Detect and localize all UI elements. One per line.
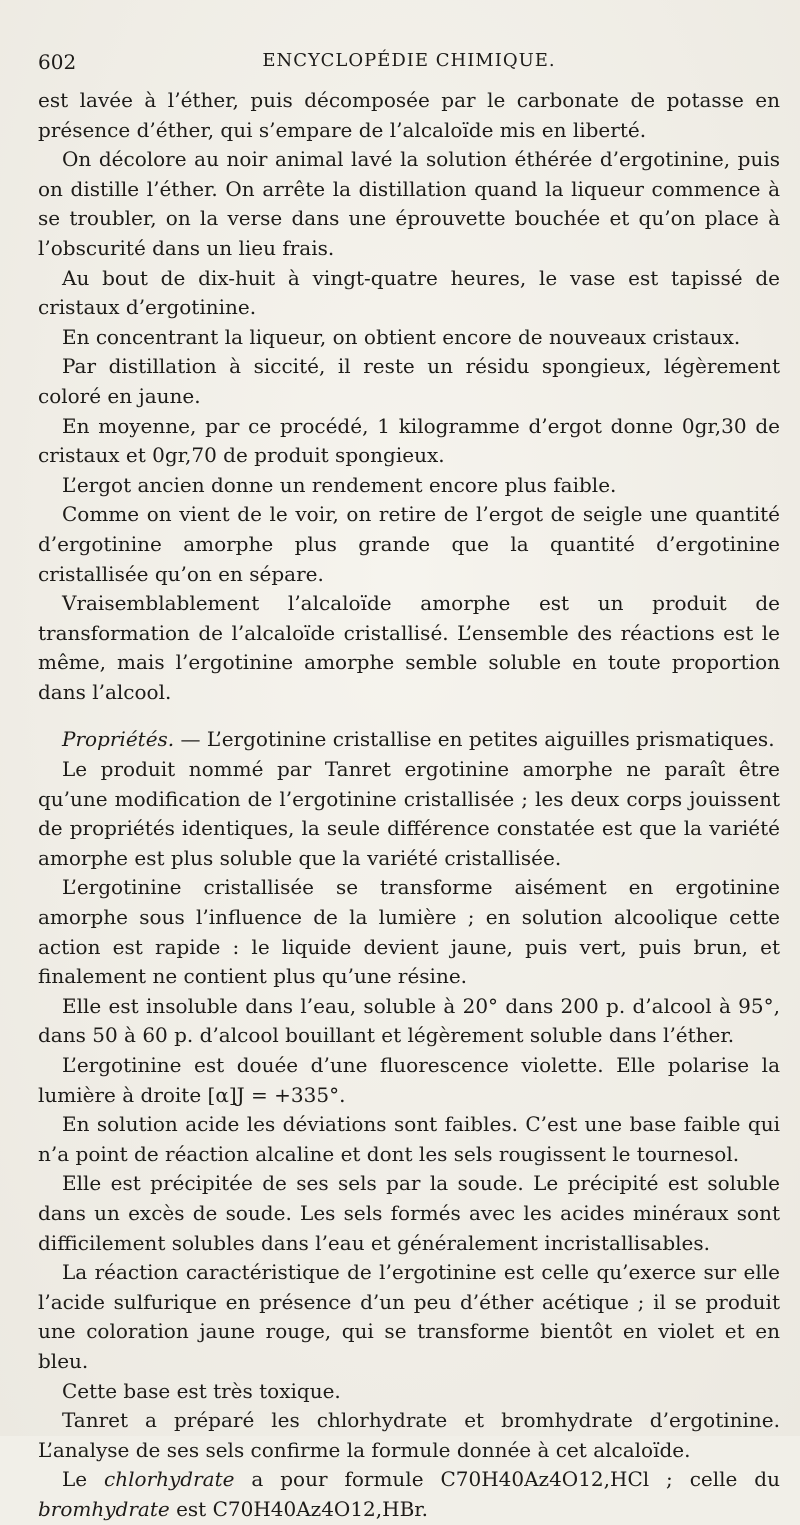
paragraph: Au bout de dix-huit à vingt-quatre heures, le vase est tapissé de cristaux d’ergotinine.	[38, 265, 780, 320]
paragraph: En concentrant la liqueur, on obtient encore de nouveaux cristaux.	[62, 324, 741, 349]
paragraph: L’ergotinine cristallisée se transforme aisément en ergotinine amorphe sous l’influence de la lumière ; en solution alcoolique cette action est rapide : le liquide devient jaune, puis vert, puis brun, et finalement ne contient plus qu’une résine.	[38, 875, 780, 989]
term-chlorhydrate: chlorhydrate	[104, 1467, 235, 1492]
paragraph: Le produit nommé par Tanret ergotinine amorphe ne paraît être qu’une modification de l’ergotinine cristallisée ; les deux corps jouissent de propriétés identiques, la seule différence constatée est que la variété amorphe est plus soluble que la variété cristallisée.	[38, 757, 780, 870]
paragraph: est lavée à l’éther, puis décomposée par le carbonate de potasse en présence d’éther, qui s’empare de l’alcaloïde mis en liberté.	[38, 88, 780, 142]
paragraph: On décolore au noir animal lavé la solution éthérée d’ergotinine, puis on distille l’éther. On arrête la distillation quand la liqueur commence à se troubler, on la verse dans une éprouvette bouchée et qu’on place à l’obscurité dans un lieu frais.	[38, 147, 780, 260]
paragraph: La réaction caractéristique de l’ergotinine est celle qu’exerce sur elle l’acide sulfurique en présence d’un peu d’éther acétique ; il se produit une coloration jaune rouge, qui se transforme bientôt en violet et en bleu.	[38, 1260, 780, 1373]
properties-paragraph	[38, 725, 780, 755]
paragraph: L’ergotinine est douée d’une fluorescence violette. Elle polarise la lumière à droite [α]J = +335°.	[38, 1053, 780, 1107]
formula-paragraph	[38, 1465, 780, 1524]
paragraph: En solution acide les déviations sont faibles. C’est une base faible qui n’a point de réaction alcaline et dont les sels rougissent le tournesol.	[38, 1112, 780, 1166]
paragraph: En moyenne, par ce procédé, 1 kilogramme d’ergot donne 0gr,30 de cristaux et 0gr,70 de produit spongieux.	[38, 413, 780, 468]
paragraph: Comme on vient de le voir, on retire de l’ergot de seigle une quantité d’ergotinine amorphe plus grande que la quantité d’ergotinine cristallisée qu’on en sépare.	[38, 502, 780, 586]
page-header	[38, 50, 780, 82]
text-run: Le	[62, 1467, 105, 1492]
text-run: est C70H40Az4O12,HBr.	[169, 1496, 428, 1521]
text-run: a pour formule C70H40Az4O12,HCl ; celle du	[234, 1467, 780, 1492]
section-lead: — L’ergotinine cristallise en petites aiguilles prismatiques.	[174, 727, 775, 752]
paragraph: Vraisemblablement l’alcaloïde amorphe est un produit de transformation de l’alcaloïde cristallisé. L’ensemble des réactions est le même, mais l’ergotinine amorphe semble soluble en toute proportion dans l’alcool.	[38, 591, 780, 704]
paragraph: Elle est insoluble dans l’eau, soluble à 20° dans 200 p. d’alcool à 95°, dans 50 à 60 p. d’alcool bouillant et légèrement soluble dans l’éther.	[38, 993, 780, 1048]
section-heading: Propriétés.	[62, 727, 175, 752]
paragraph: L’ergot ancien donne un rendement encore plus faible.	[62, 472, 617, 497]
term-bromhydrate: bromhydrate	[38, 1496, 170, 1521]
paragraph: Par distillation à siccité, il reste un résidu spongieux, légèrement coloré en jaune.	[38, 354, 780, 408]
paragraph: Tanret a préparé les chlorhydrate et bromhydrate d’ergotinine. L’analyse de ses sels confirme la formule donnée à cet alcaloïde.	[38, 1408, 780, 1462]
running-title: ENCYCLOPÉDIE CHIMIQUE.	[262, 50, 556, 71]
body-text	[38, 86, 780, 1525]
paragraph: Cette base est très toxique.	[62, 1378, 341, 1403]
paragraph: Elle est précipitée de ses sels par la soude. Le précipité est soluble dans un excès de soude. Les sels formés avec les acides minéraux sont difficilement solubles dans l’eau et généralement incristallisables.	[38, 1171, 780, 1255]
page-number: 602	[38, 50, 77, 74]
